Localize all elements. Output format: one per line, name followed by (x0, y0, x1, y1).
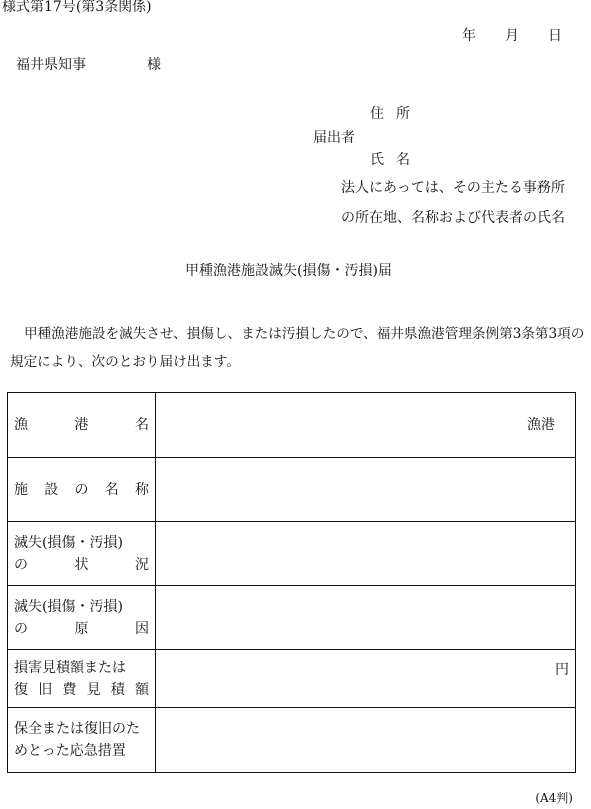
corporation-note-line2: の所在地、名称および代表者の氏名 (341, 210, 565, 226)
field-value[interactable] (156, 393, 576, 458)
date-month-label: 月 (505, 28, 519, 44)
table-row (8, 708, 576, 773)
field-value[interactable] (156, 708, 576, 773)
field-label-line1: 保全または復旧のた (14, 721, 140, 737)
field-label (8, 650, 156, 708)
date-day-label: 日 (548, 28, 562, 44)
field-label-line1: 漁 港 名 (14, 417, 149, 433)
field-label-line2: めとった応急措置 (14, 743, 126, 759)
field-label-line1: 施 設 の 名 称 (14, 481, 149, 498)
table-row (8, 458, 576, 522)
name-label: 氏名 (370, 152, 422, 168)
form-number: 様式第17号(第3条関係) (2, 0, 152, 15)
applicant-label: 届出者 (313, 130, 355, 146)
table-row (8, 522, 576, 586)
field-label-line2: の 原 因 (14, 620, 149, 637)
body-text: 甲種漁港施設を滅失させ、損傷し、または汚損したので、福井県漁港管理条例第3条第3項の規定により、次のとおり届け出ます。 (10, 326, 585, 370)
field-value[interactable] (156, 586, 576, 650)
field-label (8, 393, 156, 458)
address-label: 住所 (370, 106, 422, 122)
field-label-line2: の 状 況 (14, 556, 149, 573)
field-label-line1: 損害見積額または (14, 659, 126, 676)
field-label-line2: 復 旧 費 見 積 額 (14, 681, 149, 698)
date-year-label: 年 (462, 28, 476, 44)
field-suffix: 円 (555, 661, 569, 678)
field-label (8, 708, 156, 773)
paper-size-note: (A4判) (535, 791, 573, 805)
addressee: 福井県知事 (16, 57, 86, 73)
field-value[interactable] (156, 458, 576, 522)
field-value[interactable] (156, 650, 576, 708)
corporation-note-line1: 法人にあっては、その主たる事務所 (341, 180, 565, 196)
table-row (8, 393, 576, 458)
addressee-honorific: 様 (147, 57, 161, 73)
field-label (8, 458, 156, 522)
field-label-line1: 滅失(損傷・汚損) (14, 534, 123, 551)
document-title: 甲種漁港施設滅失(損傷・汚損)届 (185, 263, 392, 279)
field-suffix: 漁港 (527, 417, 555, 433)
field-label (8, 522, 156, 586)
table-row (8, 586, 576, 650)
field-value[interactable] (156, 522, 576, 586)
field-label-line1: 滅失(損傷・汚損) (14, 598, 123, 615)
table-row (8, 650, 576, 708)
field-label (8, 586, 156, 650)
report-form-table (7, 392, 576, 773)
